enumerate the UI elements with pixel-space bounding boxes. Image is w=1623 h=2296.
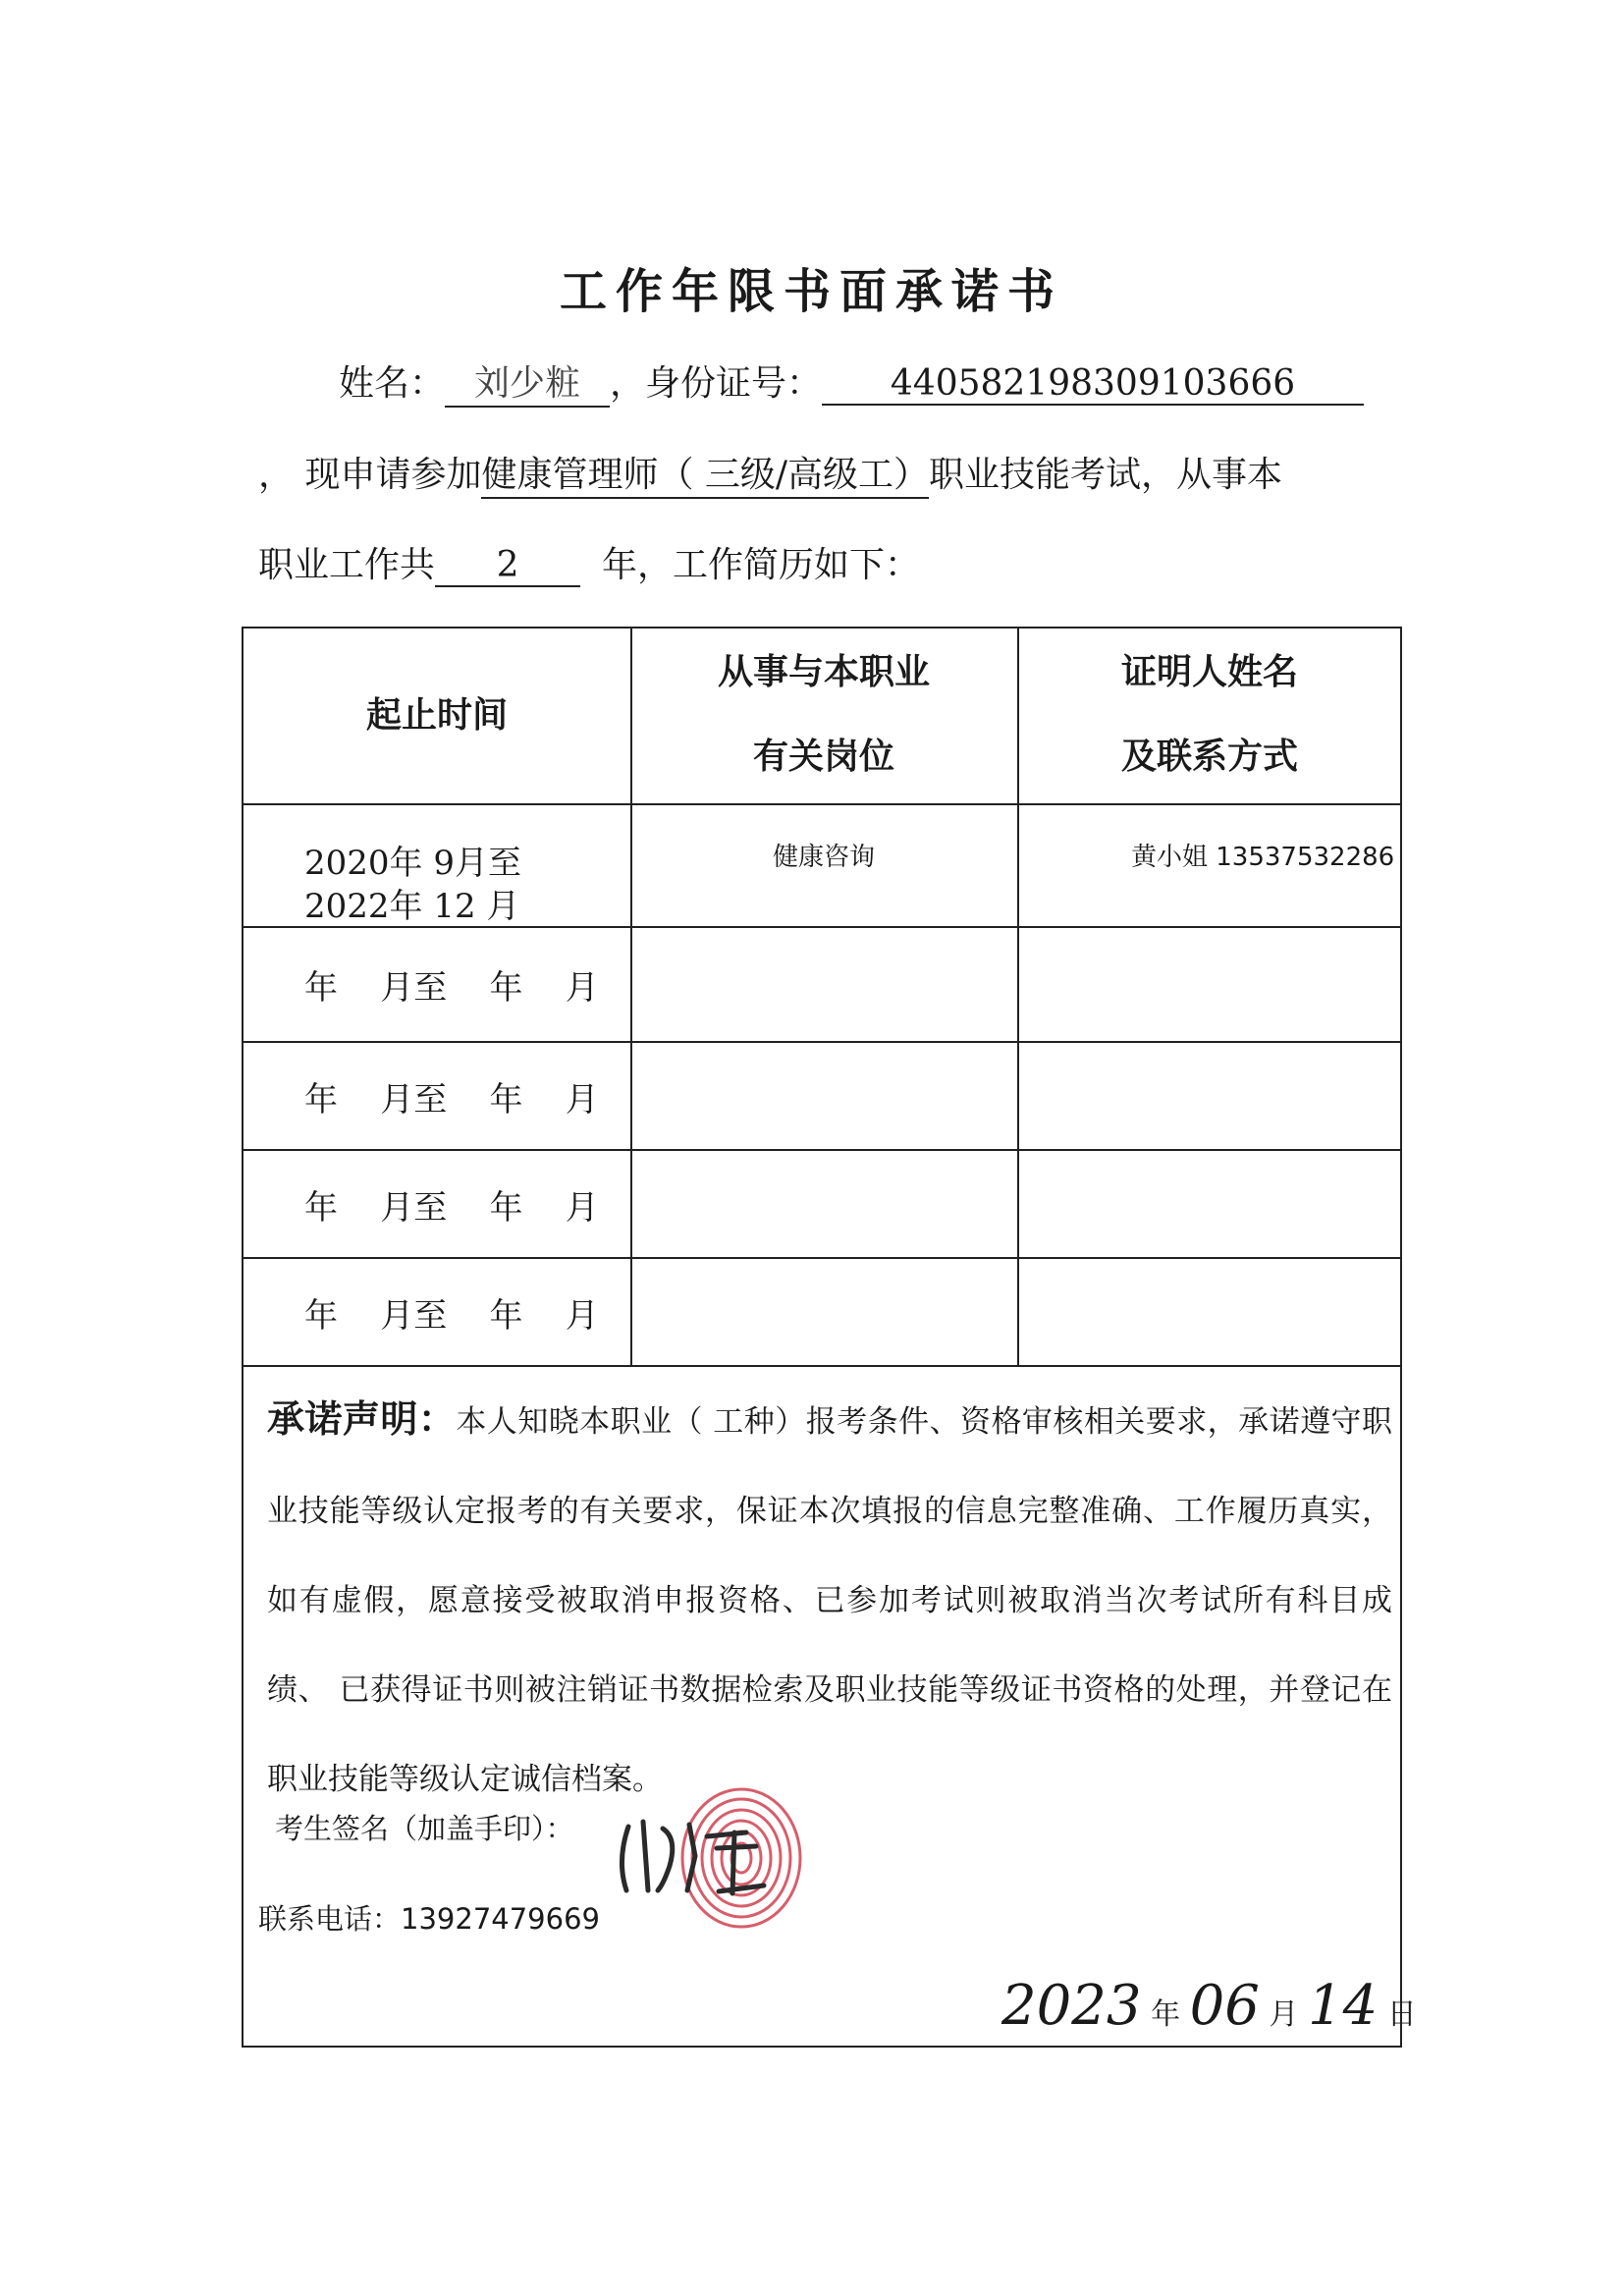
- date-year: 2023: [1001, 1974, 1142, 2038]
- occupation-value: 健康管理师（ 三级/高级工）: [481, 447, 929, 499]
- row1-position: 健康咨询: [772, 843, 875, 872]
- row4-period: 年 月至 年 月: [304, 1188, 599, 1228]
- id-label: ，身份证号：: [610, 363, 823, 404]
- declaration: [267, 1375, 1392, 1825]
- row1-period-line2: 2022年 12 月: [304, 887, 520, 926]
- name-line: [339, 355, 1364, 408]
- signature-label: 考生签名（加盖手印）：: [275, 1812, 574, 1845]
- header-position-line1: 从事与本职业: [717, 652, 930, 692]
- header-position-line2: 有关岗位: [752, 737, 894, 777]
- row5-period: 年 月至 年 月: [304, 1296, 599, 1336]
- years-line: [258, 537, 920, 587]
- header-witness-line1: 证明人姓名: [1120, 652, 1298, 692]
- declaration-text: 本人知晓本职业（ 工种）报考条件、资格审核相关要求，承诺遵守职业技能等级认定报考的有关要求，保证本次填报的信息完整准确、工作履历真实，如有虚假，愿意接受被取消申报资格、已参加考试则被取消当次考试所有科目成绩、 已获得证书则被注销证书数据检索及职业技能等级证书资格的处理，并登记在职业技能等级认定诚信档案。: [267, 1404, 1392, 1797]
- page-title: 工作年限书面承诺书: [559, 264, 1063, 319]
- date-day: 14: [1307, 1974, 1379, 2038]
- row3-period: 年 月至 年 月: [304, 1080, 599, 1120]
- phone-value: 13927479669: [401, 1902, 600, 1936]
- name-value: 刘少粧: [445, 355, 610, 408]
- application-prefix: ， 现申请参加: [258, 455, 482, 495]
- date-year-unit: 年: [1151, 1997, 1181, 2032]
- row1-witness: 黄小姐 13537532286: [1131, 843, 1395, 872]
- date: [1001, 1974, 1417, 2038]
- application-line: [258, 447, 1282, 499]
- row1-period-line1: 2020年 9月至: [304, 844, 521, 883]
- fingerprint-icon: [609, 1768, 805, 1935]
- date-month: 06: [1189, 1974, 1260, 2038]
- row2-period: 年 月至 年 月: [304, 968, 599, 1008]
- years-suffix: 年，工作简历如下：: [602, 545, 921, 585]
- date-month-unit: 月: [1269, 1997, 1299, 2032]
- years-value: 2: [435, 545, 580, 587]
- name-label: 姓名：: [339, 363, 446, 404]
- declaration-lead: 承诺声明：: [267, 1397, 457, 1441]
- application-suffix: 职业技能考试，从事本: [929, 455, 1283, 495]
- date-day-unit: 日: [1386, 1997, 1417, 2032]
- id-value: 440582198309103666: [822, 363, 1364, 406]
- phone-line: [258, 1897, 600, 1938]
- years-prefix: 职业工作共: [258, 545, 436, 585]
- header-period: 起止时间: [365, 695, 508, 736]
- phone-label: 联系电话：: [258, 1902, 402, 1936]
- header-witness-line2: 及联系方式: [1120, 737, 1298, 777]
